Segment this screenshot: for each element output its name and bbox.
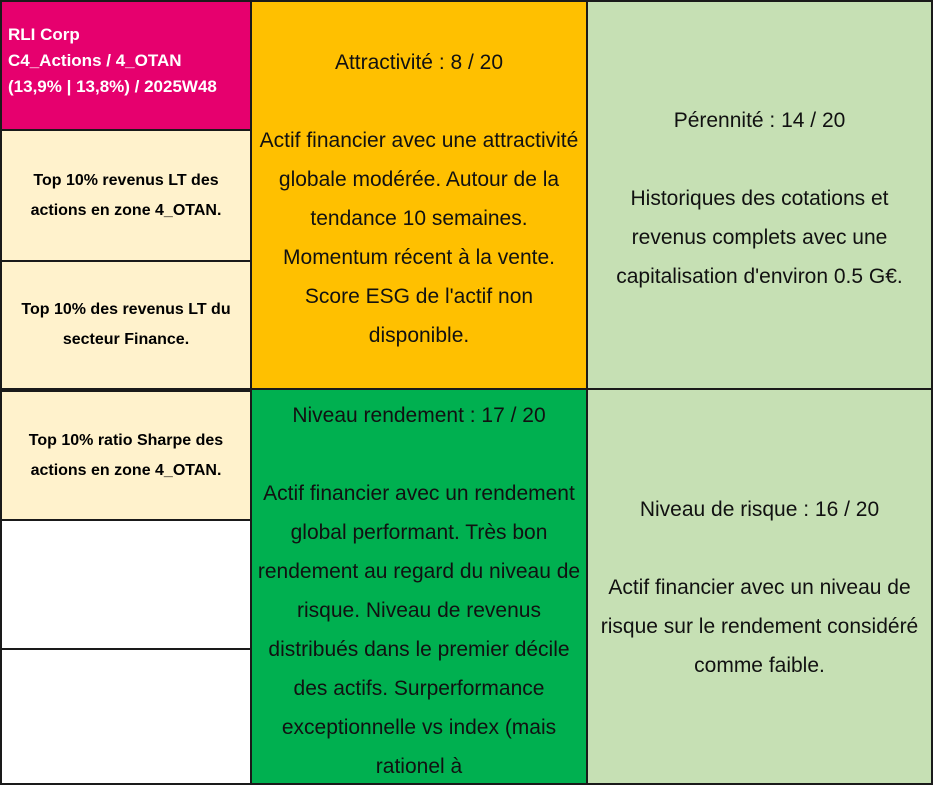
perennite-description: Historiques des cotations et revenus complets avec une capitalisation d'environ 0.5 G€. [616,187,903,288]
asset-header [0,0,252,131]
asset-category: C4_Actions / 4_OTAN [8,51,182,70]
tag-revenus-zone [0,129,252,262]
company-name: RLI Corp [8,25,80,44]
asset-stats: (13,9% | 13,8%) / 2025W48 [8,77,217,96]
perennite-panel [586,0,933,390]
rendement-description: Actif financier avec un rendement global performant. Très bon rendement au regard du niveau de risque. Niveau de revenus distribués dans le premier décile des actifs. Surperformance exceptionnelle vs index (mais rationel à [257,482,581,778]
tag-revenus-secteur [0,260,252,390]
rendement-title: Niveau rendement : 17 / 20 [292,404,546,427]
tag-text: Top 10% revenus LT des actions en zone 4_OTAN. [30,171,222,219]
rendement-panel [250,388,588,785]
tag-empty-2 [0,648,252,785]
risque-panel [586,388,933,785]
tag-sharpe [0,390,252,521]
tag-text: Top 10% ratio Sharpe des actions en zone 4_OTAN. [28,432,224,479]
tag-empty-1 [0,519,252,650]
tag-text: Top 10% des revenus LT du secteur Finance. [21,301,231,348]
attractivite-title: Attractivité : 8 / 20 [334,51,504,74]
perennite-title: Pérennité : 14 / 20 [673,109,846,132]
risque-title: Niveau de risque : 16 / 20 [639,498,880,521]
attractivite-panel [250,0,588,390]
risque-description: Actif financier avec un niveau de risque sur le rendement considéré comme faible. [600,576,919,677]
attractivite-description: Actif financier avec une attractivité globale modérée. Autour de la tendance 10 semaines. Momentum récent à la vente. Score ESG de l'actif non disponible. [259,129,579,347]
